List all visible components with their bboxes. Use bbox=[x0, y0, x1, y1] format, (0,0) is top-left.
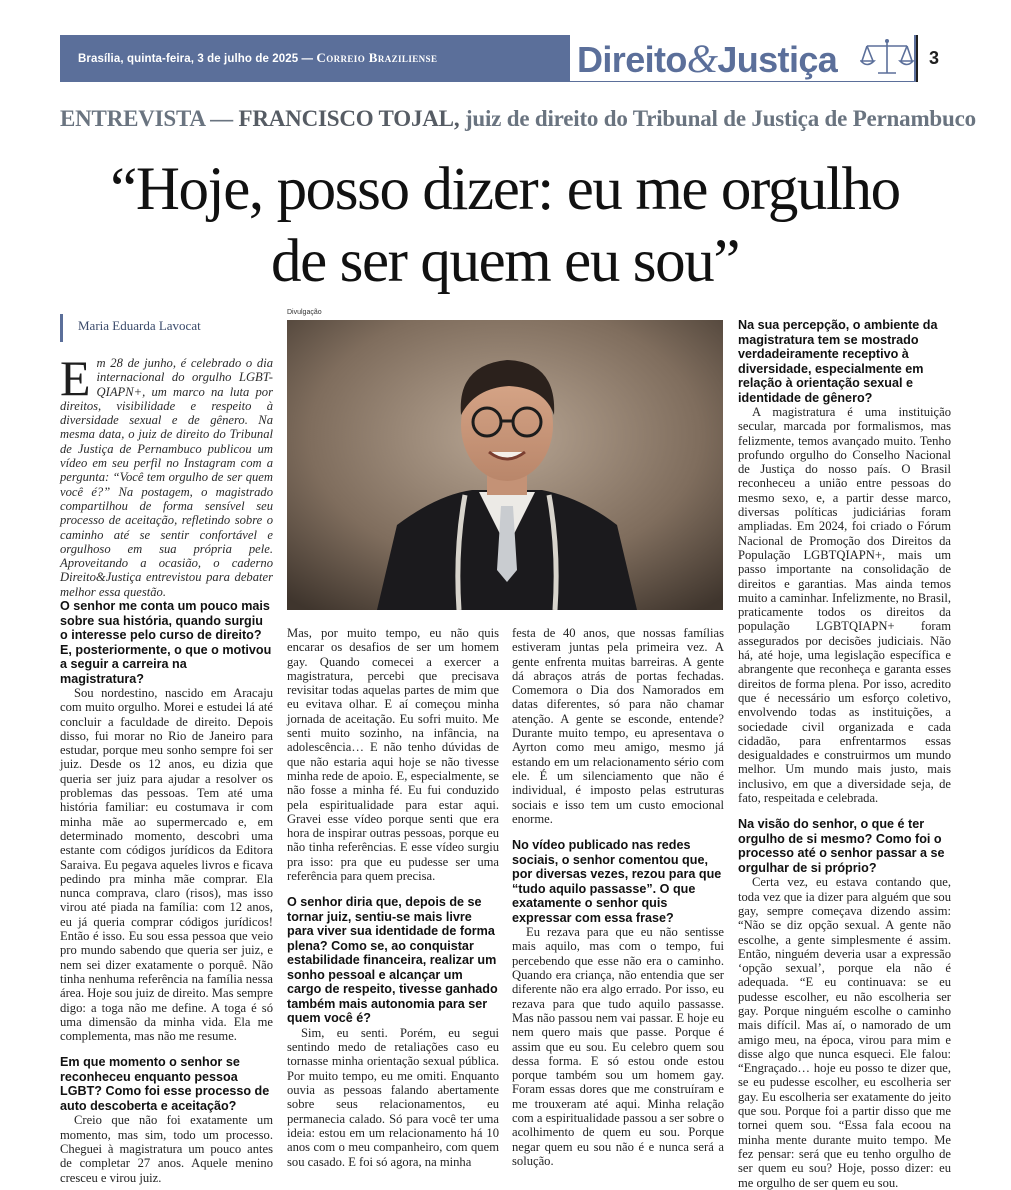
question-6: Na visão do senhor, o que é ter orgulho de si mesmo? Como foi o processo até o senhor passar a se orgulhar de si próprio? bbox=[738, 817, 945, 875]
headline bbox=[60, 154, 950, 298]
headline-line-2: de ser quem eu sou” bbox=[270, 228, 739, 295]
kicker-label: ENTREVISTA — bbox=[60, 106, 233, 131]
kicker-name: FRANCISCO TOJAL, bbox=[238, 106, 460, 131]
page-number: 3 bbox=[916, 35, 950, 82]
section-word-1: Direito bbox=[577, 39, 687, 80]
answer-4: Eu rezava para que eu não sentisse mais aquilo, mas com o tempo, fui percebendo que esse não era o caminho. Quando era criança, não entendia que ser diferente não era algo errado. Por isso, eu rezava para que tudo aquilo passasse. Mas não passou nem vai passar. E hoje eu nem quero mais que passe. Porque é assim que eu sou. Eu celebro quem sou dessa forma. E só estou onde estou porque também sou um homem gay. Foram essas dores que me construíram e me trouxeram até aqui. Minha relação com a espiritualidade passou a ser sobre o acolhimento de quem eu sou. Porque negar quem eu sou não é e nunca será a solução. bbox=[512, 925, 724, 1168]
publication-name: Correio Braziliense bbox=[316, 50, 438, 65]
section-word-2: Justiça bbox=[717, 39, 838, 80]
answer-3: Sim, eu senti. Porém, eu segui sentindo medo de retaliações caso eu tornasse minha orientação sexual pública. Por muito tempo, eu me omiti. Enquanto ouvia as pessoas falando abertamente sobre seus relacionamentos, eu permanecia calado. Só para você ter uma ideia: estou em um relacionamento há 10 anos com o meu companheiro, com quem sou casado. E foi só agora, na minha bbox=[287, 1025, 499, 1169]
byline: Maria Eduarda Lavocat bbox=[78, 318, 201, 333]
answer-6: Certa vez, eu estava contando que, toda vez que ia dizer para alguém que sou gay, sempre começava dizendo assim: “Não se diz opção sexual. A gente não escolhe, a gente simplesmente é assim. Então, ninguém deveria usar a expressão ‘opção sexual’, porque ela não é adequada. “E eu continuava: se eu pudesse escolher, eu não escolheria ser gay. Porque ninguém escolhe o caminho mais difícil. Mas aí, o namorado de um amigo meu, na época, virou para mim e disse algo que nunca esqueci. Ele falou: “Engraçado… hoje eu posso te dizer que, se eu pudesse escolher, eu escolheria ser gay. Eu escolheria ser exatamente do jeito que sou. Porque foi a partir disso que me tornei quem sou. “Essa fala ecoou na minha mente durante muito tempo. Me fez pensar: será que eu tenho orgulho de ser quem eu sou? Hoje, posso dizer: eu me orgulho de ser quem eu sou. bbox=[738, 875, 951, 1190]
intro-text: m 28 de junho, é celebrado o dia internacional do orgulho LGBT-QIAPN+, um marco na luta por direitos, visibilidade e respeito à diversidade sexual e de gênero. Na mesma data, o juiz de direito do Tribunal de Justiça de Pernambuco publicou um vídeo em seu perfil no Instagram com a pergunta: “Você tem orgulho de ser quem você é?” Na postagem, o magistrado compartilhou de forma sensível seu processo de aceitação, refletindo sobre o caminho até se sentir confortável e orgulhoso em sua própria pele. Aproveitando a ocasião, o caderno Direito&Justiça entrevistou para debater melhor essa questão. bbox=[60, 356, 273, 599]
question-3: O senhor diria que, depois de se tornar juiz, sentiu-se mais livre para viver sua identidade de forma plena? Como se, ao conquistar estabilidade financeira, realizar um sonho pessoal e alcançar um cargo de respeito, tivesse ganhado também mais autonomia para ser quem você é? bbox=[287, 895, 498, 1026]
answer-5: A magistratura é uma instituição secular, marcada por formalismos, mas felizmente, temos avançado muito. Tenho profundo orgulho do Conselho Nacional de Justiça do nosso país. O Brasil reconheceu a união entre pessoas do mesmo sexo, e, a partir desse marco, diversas políticas judiciárias foram ampliadas. Em 2024, foi criado o Fórum Nacional de Promoção dos Direitos da População LGBTQIAPN+, mais um passo importante na consolidação de direitos e garantias. Mas ainda temos muito a caminhar. Infelizmente, no Brasil, praticamente todos os direitos da população LGBTQIAPN+ foram assegurados por decisões judiciais. Não há, até hoje, uma legislação específica e abrangente que reconheça e garanta esses direitos de forma plena. Por isso, acredito que é necessário um esforço coletivo, envolvendo todas as instituições, a sociedade civil organizada e cada cidadão, para enfrentarmos essas desigualdades e construirmos um mundo melhor. Um mundo mais justo, mais inclusivo, em que a diversidade seja, de fato, respeitada e celebrada. bbox=[738, 405, 951, 806]
question-5: Na sua percepção, o ambiente da magistratura tem se mostrado verdadeiramente receptivo à diversidade, especialmente em relação à orientação sexual e identidade de gênero? bbox=[738, 318, 938, 405]
drop-cap: E bbox=[60, 350, 91, 406]
section-ampersand: & bbox=[686, 36, 718, 81]
byline-rule bbox=[60, 314, 63, 342]
question-2: Em que momento o senhor se reconheceu enquanto pessoa LGBT? Como foi esse processo de auto descoberta e aceitação? bbox=[60, 1055, 270, 1113]
column-2 bbox=[287, 626, 499, 1169]
column-3 bbox=[512, 626, 724, 1168]
dateline-text: Brasília, quinta-feira, 3 de julho de 2025 — bbox=[78, 53, 314, 65]
answer-2: Creio que não foi exatamente um momento, mas sim, todo um processo. Cheguei à magistratura um pouco antes de completar 27 anos. Aquele menino cresceu e virou juiz. bbox=[60, 1113, 273, 1185]
portrait-photo bbox=[287, 320, 723, 610]
column-4 bbox=[738, 318, 951, 1190]
question-1: O senhor me conta um pouco mais sobre sua história, quando surgiu o interesse pelo curso de direito? E, posteriormente, o que o motivou a seguir a carreira na magistratura? bbox=[60, 599, 272, 686]
answer-2-continued: Mas, por muito tempo, eu não quis encarar os desafios de ser um homem gay. Quando comecei a exercer a magistratura, percebi que precisava revisitar todas aquelas partes de mim que eu evitava olhar. E aí começou minha jornada de aceitação. Eu sofri muito. Me senti muito sozinho, na infância, na adolescência… E não tenho dúvidas de que não estaria aqui hoje se não tivesse minha rede de apoio. E, especialmente, se não fosse a minha fé. Eu fui conduzido pela espiritualidade para estar aqui. Gravei esse vídeo porque senti que era hora de inspirar outras pessoas, porque eu não tinha referências. E esse vídeo surgiu pra isso: pra que eu pudesse ser uma referência para quem precisa. bbox=[287, 626, 499, 884]
scales-of-justice-icon bbox=[860, 37, 914, 79]
answer-1: Sou nordestino, nascido em Aracaju com muito orgulho. Morei e estudei lá até concluir a faculdade de direito. Depois disso, fui morar no Rio de Janeiro para estudar, porque meu sonho sempre foi ser juiz. Desde os 12 anos, eu dizia que queria ser juiz para ajudar a resolver os problemas das pessoas. Tem até uma história familiar: eu costumava ir com minha mãe ao supermercado e, em determinado momento, descobri uma estante com códigos jurídicos da Editora Saraiva. Eu pegava aqueles livros e ficava pedindo pra minha mãe comprar. Ela nunca comprava, claro (risos), mas isso virou até piada na família: com 12 anos, eu já queria comprar códigos jurídicos! Então é isso. Eu sou essa pessoa que veio pro mundo sabendo que queria ser juiz, e nem sei dizer exatamente o porquê. Não tinha nenhuma referência na família nessa área. Hoje sou juiz de direito. Mas sempre digo: a toga não me define. A toga é só uma dimensão da minha vida. Ela me complementa, mas não me resume. bbox=[60, 686, 273, 1044]
question-4: No vídeo publicado nas redes sociais, o senhor comentou que, por diversas vezes, rezou para que “tudo aquilo passasse”. O que exatamente o senhor quis expressar com essa frase? bbox=[512, 838, 722, 925]
headline-line-1: “Hoje, posso dizer: eu me orgulho bbox=[110, 156, 900, 223]
section-title bbox=[577, 37, 837, 82]
kicker-role: juiz de direito do Tribunal de Justiça de Pernambuco bbox=[464, 106, 976, 131]
answer-3-continued: festa de 40 anos, que nossas famílias estiveram juntas pela primeira vez. A gente enfrenta muitas barreiras. A gente dá abraços atrás de portas fechadas. Comemora o Dia dos Namorados em datas diferentes, só para não chamar atenção. A gente se esconde, entende? Durante muito tempo, eu apresentava o Ayrton como meu amigo, mesmo já estando em um relacionamento sério com ele. É um silenciamento que não é individual, é imposto pelas estruturas sociais e isso tem um custo emocional enorme. bbox=[512, 626, 724, 826]
photo-credit: Divulgação bbox=[287, 309, 322, 316]
column-1 bbox=[60, 599, 273, 1185]
intro-paragraph bbox=[60, 350, 273, 599]
kicker bbox=[60, 106, 976, 132]
dateline bbox=[78, 50, 437, 66]
